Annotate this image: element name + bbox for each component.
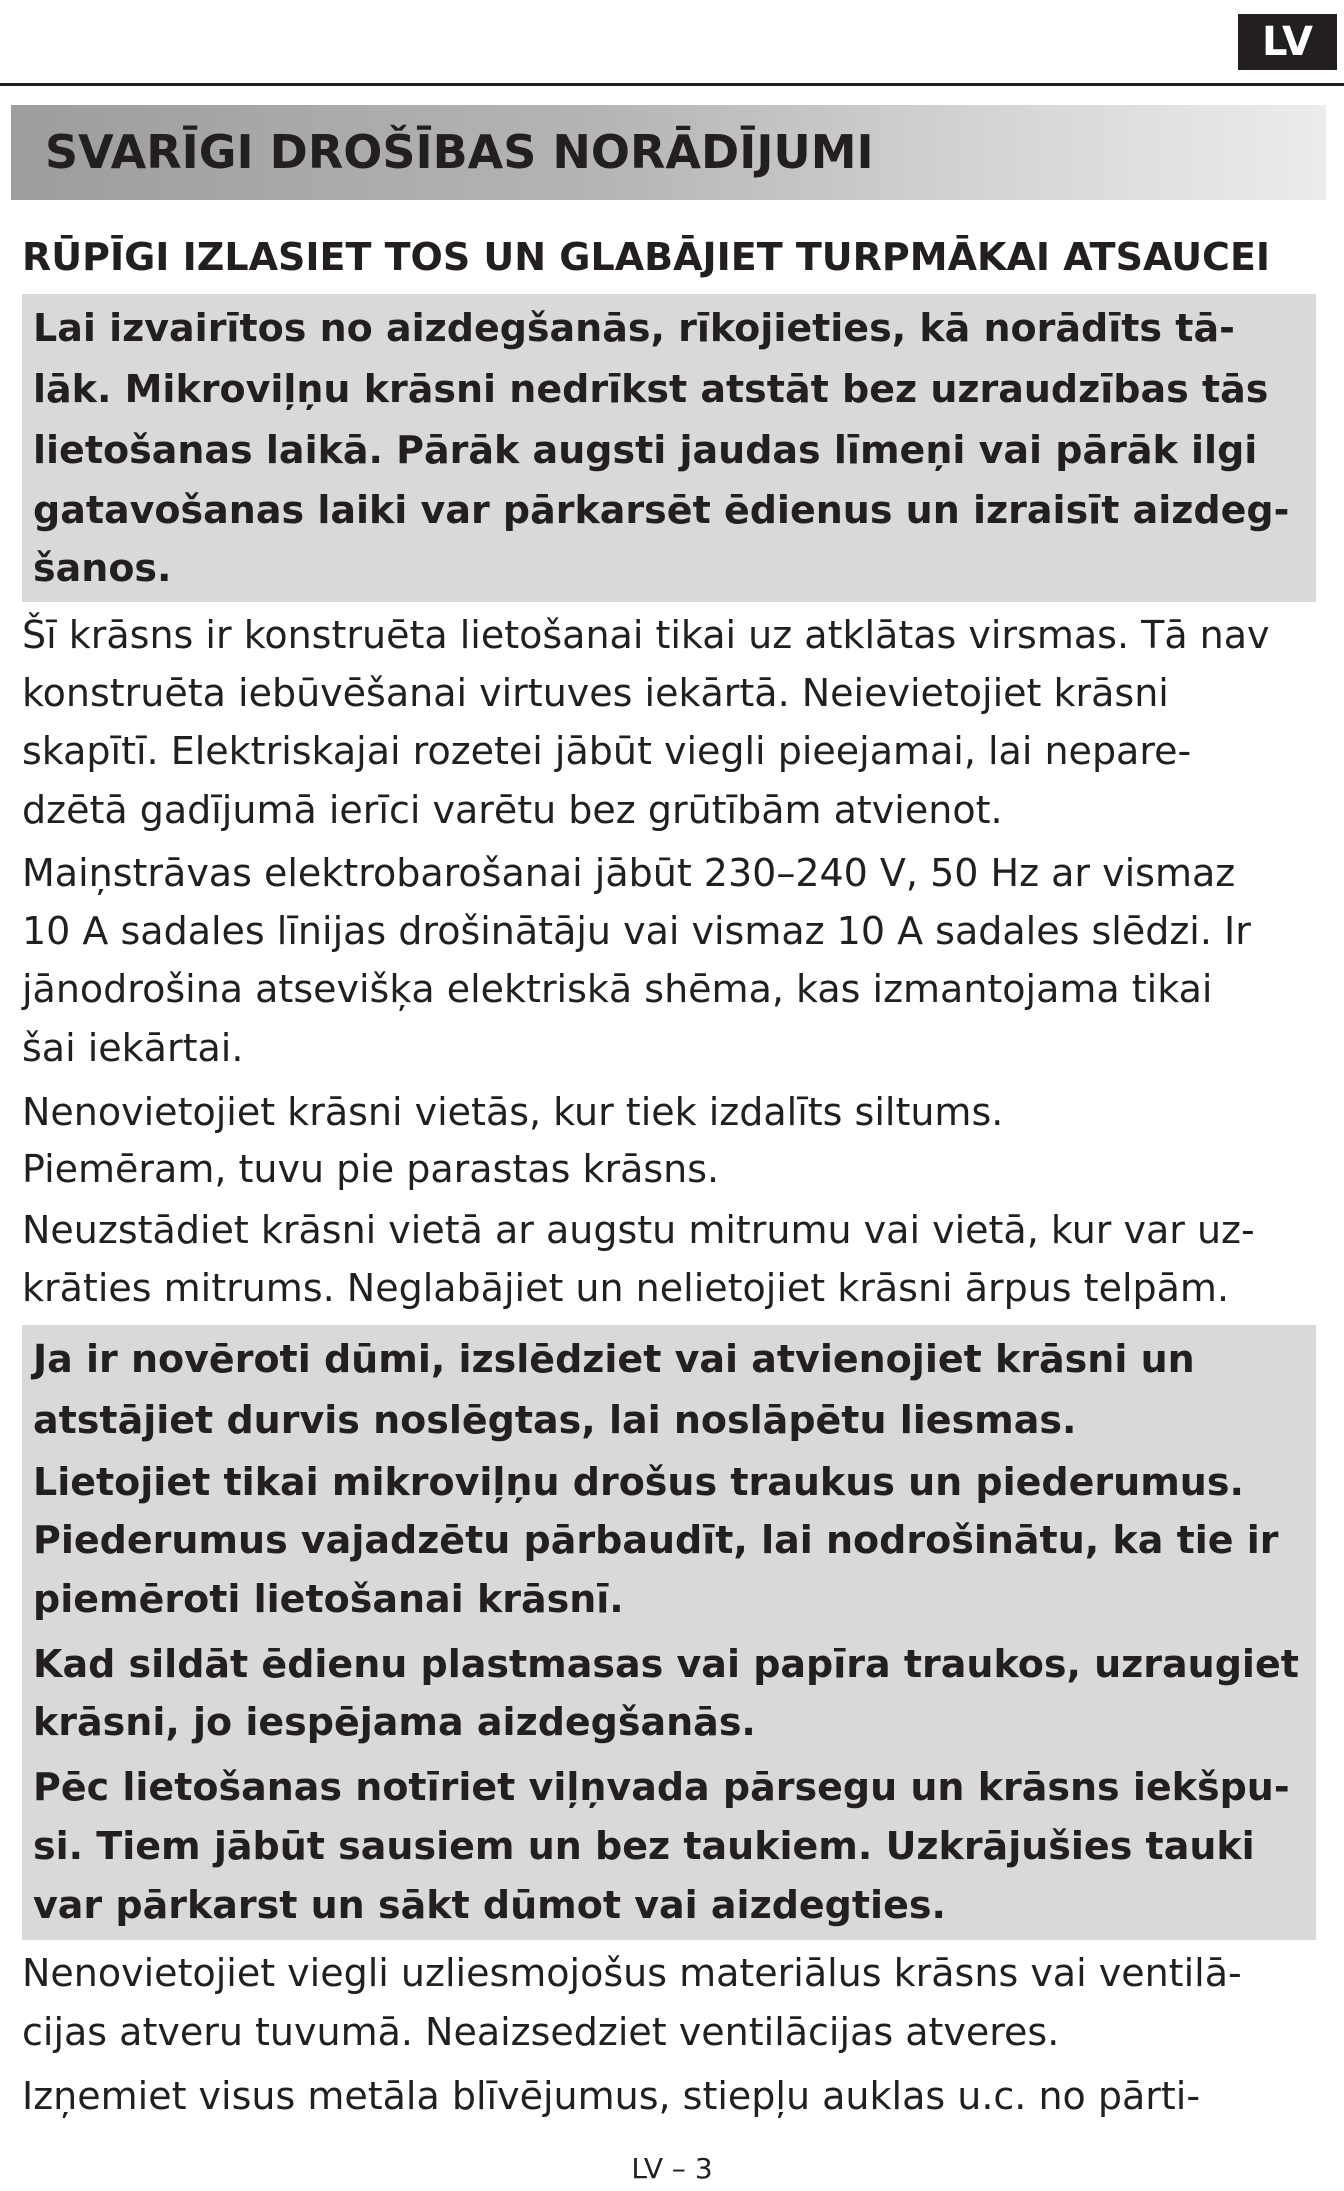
header-divider <box>0 83 1344 86</box>
warning-box-1-line: šanos. <box>33 546 172 590</box>
section-subheading: RŪPĪGI IZLASIET TOS UN GLABĀJIET TURPMĀKAI ATSAUCEI <box>22 235 1271 279</box>
warning-box-2-line: krāsni, jo iespējama aizdegšanās. <box>33 1700 756 1744</box>
section-title-banner <box>11 105 1326 200</box>
warning-box-1-line: lietošanas laikā. Pārāk augsti jaudas līmeņi vai pārāk ilgi <box>33 428 1258 472</box>
warning-box-1-line: gatavošanas laiki var pārkarsēt ēdienus un izraisīt aizdeg- <box>33 488 1290 532</box>
warning-box-2-line: Lietojiet tikai mikroviļņu drošus traukus un piederumus. <box>33 1460 1244 1504</box>
body-text-line: šai iekārtai. <box>22 1026 244 1070</box>
warning-box-2-line: piemēroti lietošanai krāsnī. <box>33 1577 624 1621</box>
body-text-line: 10 A sadales līnijas drošinātāju vai vismaz 10 A sadales slēdzi. Ir <box>22 909 1251 953</box>
page-number: LV – 3 <box>631 2152 713 2185</box>
warning-box-1-line: Lai izvairītos no aizdegšanās, rīkojieties, kā norādīts tā- <box>33 306 1235 350</box>
warning-box-2-line: Pēc lietošanas notīriet viļņvada pārsegu un krāsns iekšpu- <box>33 1765 1290 1809</box>
body-text-line: jānodrošina atsevišķa elektriskā shēma, kas izmantojama tikai <box>22 967 1213 1011</box>
body-text-line: Maiņstrāvas elektrobarošanai jābūt 230–240 V, 50 Hz ar vismaz <box>22 851 1236 895</box>
body-text-line: Neuzstādiet krāsni vietā ar augstu mitrumu vai vietā, kur var uz- <box>22 1208 1255 1252</box>
body-text-line: Šī krāsns ir konstruēta lietošanai tikai uz atklātas virsmas. Tā nav <box>22 613 1270 657</box>
body-text-line: skapītī. Elektriskajai rozetei jābūt viegli pieejamai, lai nepare- <box>22 729 1192 773</box>
body-text-line: krāties mitrums. Neglabājiet un nelietojiet krāsni ārpus telpām. <box>22 1266 1230 1310</box>
body-text-line: Nenovietojiet krāsni vietās, kur tiek izdalīts siltums. <box>22 1090 1004 1134</box>
warning-box-2-line: atstājiet durvis noslēgtas, lai noslāpētu liesmas. <box>33 1398 1077 1442</box>
body-text-line: dzētā gadījumā ierīci varētu bez grūtībām atvienot. <box>22 788 1003 832</box>
warning-box-2-line: si. Tiem jābūt sausiem un bez taukiem. Uzkrājušies tauki <box>33 1824 1255 1868</box>
warning-box-2-line: Piederumus vajadzētu pārbaudīt, lai nodrošinātu, ka tie ir <box>33 1518 1279 1562</box>
section-title: SVARĪGI DROŠĪBAS NORĀDĪJUMI <box>45 125 874 179</box>
language-badge: LV <box>1238 14 1337 70</box>
warning-box-2-line: Ja ir novēroti dūmi, izslēdziet vai atvienojiet krāsni un <box>33 1337 1195 1381</box>
body-text-line: Izņemiet visus metāla blīvējumus, stiepļu auklas u.c. no pārti- <box>22 2074 1201 2118</box>
body-text-line: cijas atveru tuvumā. Neaizsedziet ventilācijas atveres. <box>22 2010 1060 2054</box>
body-text-line: Nenovietojiet viegli uzliesmojošus materiālus krāsns vai ventilā- <box>22 1951 1242 1995</box>
warning-box-2-line: Kad sildāt ēdienu plastmasas vai papīra traukos, uzraugiet <box>33 1642 1299 1686</box>
body-text-line: Piemēram, tuvu pie parastas krāsns. <box>22 1147 720 1191</box>
body-text-line: konstruēta iebūvēšanai virtuves iekārtā. Neievietojiet krāsni <box>22 671 1169 715</box>
warning-box-1-line: lāk. Mikroviļņu krāsni nedrīkst atstāt bez uzraudzības tās <box>33 367 1269 411</box>
warning-box-2-line: var pārkarst un sākt dūmot vai aizdegties. <box>33 1883 946 1927</box>
